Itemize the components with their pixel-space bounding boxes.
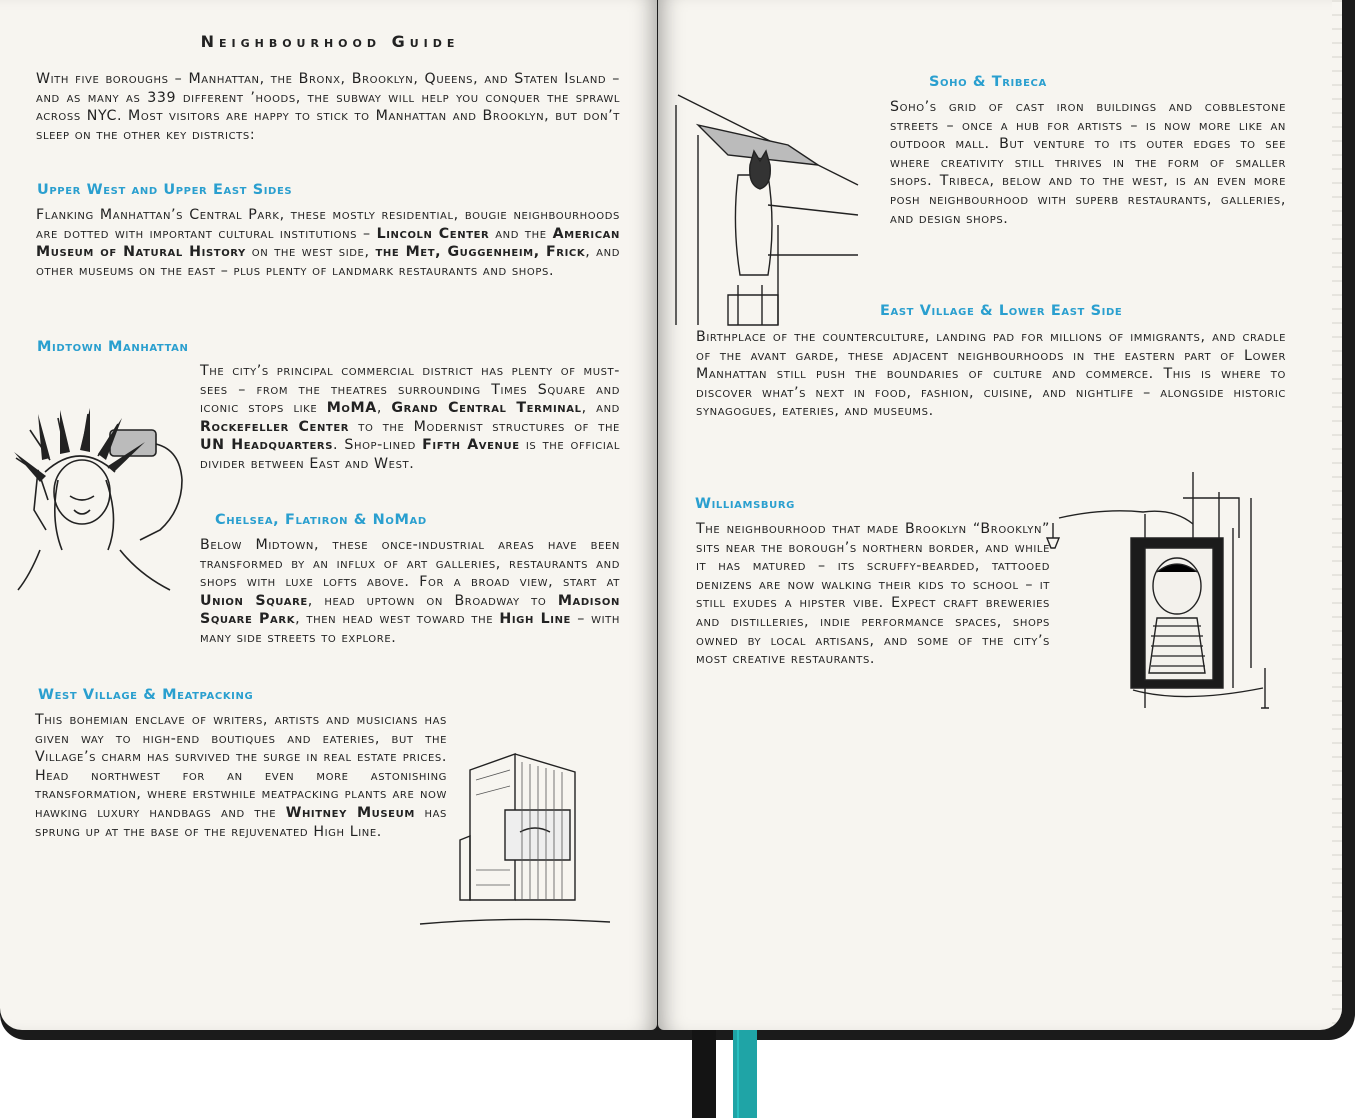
heading-west-village: West Village & Meatpacking	[38, 687, 254, 703]
left-page	[0, 0, 657, 1030]
subway-dog-illustration	[668, 85, 868, 330]
paragraph-upper-west-east	[36, 206, 620, 280]
paragraph-soho: Soho’s grid of cast iron buildings and cobblestone streets – once a hub for artists – is now more like an outdoor mall. But venture to its outer edges to see where creativity still thrives in the form of smaller shops. Tribeca, below and to the west, is an even more posh neighbourhood with superb restaurants, galleries, and design shops.	[890, 99, 1286, 227]
intro-paragraph: With five boroughs – Manhattan, the Bronx, Brooklyn, Queens, and Staten Island – and as many as 339 different ’hoods, the subway will help you conquer the sprawl across NYC. Most visitors are happy to stick to Manhattan and Brooklyn, but don’t sleep on the other key districts:	[36, 71, 621, 143]
heading-chelsea: Chelsea, Flatiron & NoMad	[215, 512, 427, 528]
text-run: ,	[376, 400, 392, 417]
landmark-lincoln-center: Lincoln Center	[376, 225, 490, 242]
page-title: Neighbourhood Guide	[200, 32, 460, 51]
right-page	[658, 0, 1342, 1030]
landmark-rockefeller: Rockefeller Center	[200, 418, 350, 435]
landmark-un: UN Headquarters	[200, 437, 334, 454]
paragraph-east-village: Birthplace of the counterculture, landing pad for millions of immigrants, and cradle of the avant garde, these adjacent neighbourhoods in the eastern part of Lower Manhattan still push the boundaries of culture and commerce. This is where to discover what’s next in food, fashion, cuisine, and nightlife – alongside historic synagogues, eateries, and museums.	[696, 329, 1286, 420]
paragraph-west-village	[35, 711, 447, 841]
landmark-met-guggenheim-frick: the Met, Guggenheim, Frick	[375, 244, 586, 261]
whitney-museum-illustration	[410, 750, 620, 930]
landmark-madison-square: Madison Square Park	[200, 592, 620, 628]
text-run: , and other museums on the east – plus plenty of landmark restaurants and shops.	[36, 244, 620, 279]
landmark-fifth-avenue: Fifth Avenue	[422, 437, 520, 454]
heading-midtown: Midtown Manhattan	[37, 339, 189, 355]
landmark-moma: MoMA	[326, 400, 377, 417]
landmark-union-square: Union Square	[200, 592, 308, 609]
text-run: on the west side,	[245, 244, 376, 261]
heading-soho: Soho & Tribeca	[929, 74, 1047, 90]
text-run: This bohemian enclave of writers, artists and musicians has given way to high-end boutiques and eateries, but the Village’s charm has survived the surge in real estate prices. Head northwest for an even more astonishing transformation, where erstwhile meatpacking plants are now hawking luxury handbags and the	[35, 712, 447, 821]
landmark-whitney: Whitney Museum	[285, 804, 415, 821]
text-run: , head uptown on Broadway to	[307, 592, 558, 609]
text-run: is the official divider between East and West.	[200, 437, 620, 472]
heading-east-village: East Village & Lower East Side	[880, 303, 1123, 319]
paragraph-chelsea	[200, 536, 620, 648]
page-edge	[1332, 0, 1342, 1030]
text-run: The city’s principal commercial district has plenty of must-sees – from the theatres surrounding Times Square and iconic stops like	[200, 363, 620, 417]
text-run: and the	[489, 225, 553, 242]
ribbon-bookmark-black	[692, 1030, 716, 1118]
text-run: to the Modernist structures of the	[349, 418, 620, 435]
paragraph-midtown	[200, 362, 620, 474]
text-run: Flanking Manhattan’s Central Park, these mostly residential, bougie neighbourhoods are dotted with important cultural institutions –	[36, 207, 620, 242]
text-run: , and	[581, 400, 620, 417]
heading-williamsburg: Williamsburg	[695, 496, 795, 512]
landmark-amnh: American Museum of Natural History	[36, 225, 620, 261]
text-run: Below Midtown, these once-industrial areas have been transformed by an influx of art galleries, restaurants and shops with luxe lofts above. For a broad view, start at	[200, 537, 620, 591]
williamsburg-mural-illustration	[1043, 468, 1283, 728]
heading-upper-west-east: Upper West and Upper East Sides	[37, 182, 293, 198]
text-run: – with many side streets to explore.	[200, 611, 621, 646]
paragraph-williamsburg: The neighbourhood that made Brooklyn “Brooklyn” sits near the borough’s northern border, and while it has matured – its scruffy-bearded, tattooed denizens are now walking their kids to school – it still exudes a hipster vibe. Expect craft breweries and distilleries, indie performance spaces, shops owned by local artisans, and some of the city’s most creative restaurants.	[696, 521, 1050, 668]
statue-of-liberty-illustration	[10, 400, 200, 600]
text-run: . Shop-lined	[333, 437, 423, 454]
landmark-grand-central: Grand Central Terminal	[391, 400, 582, 417]
text-run: , then head west toward the	[295, 611, 500, 628]
text-run: has sprung up at the base of the rejuvenated High Line.	[35, 804, 447, 840]
ribbon-bookmark-teal	[733, 1030, 757, 1118]
landmark-high-line: High Line	[499, 611, 571, 628]
